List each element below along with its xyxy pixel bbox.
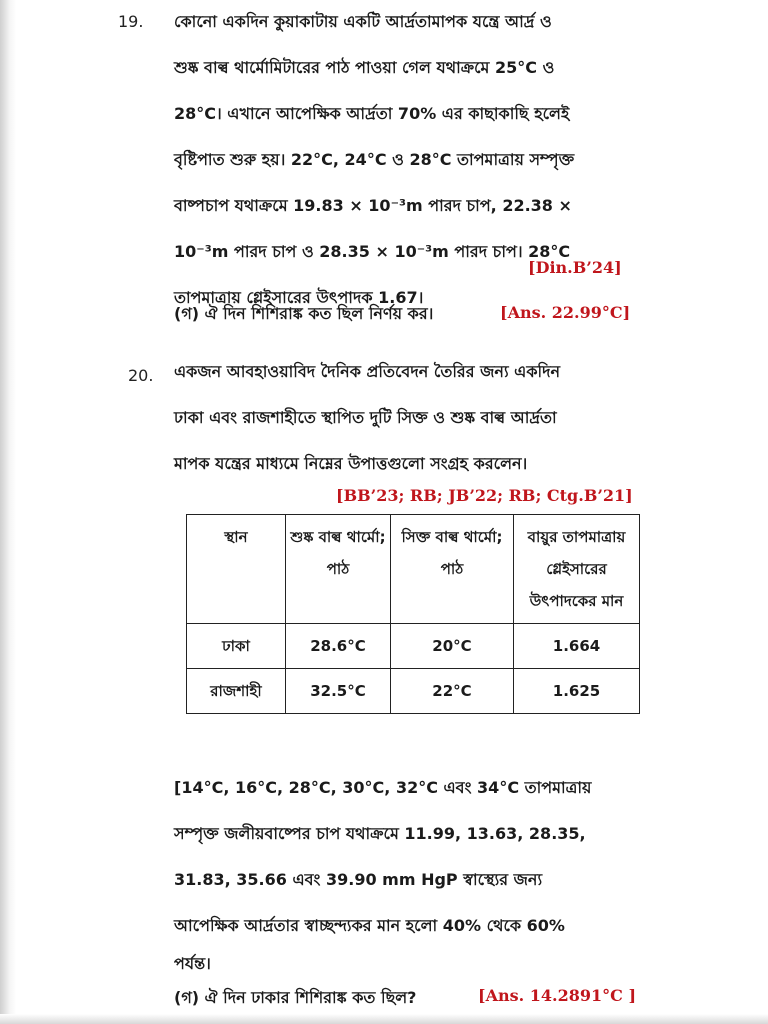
table-header-row — [187, 515, 640, 624]
q20-line-2: ঢাকা এবং রাজশাহীতে স্থাপিত দুটি সিক্ত ও শুষ্ক বাল্ব আর্দ্রতা — [174, 408, 557, 427]
table-row — [187, 624, 640, 669]
q19-answer: [Ans. 22.99°C] — [500, 303, 631, 322]
cell-wet-bulb: 20°C — [391, 624, 514, 669]
question-20-number: 20. — [128, 366, 154, 385]
cell-place: ঢাকা — [187, 624, 286, 669]
cell-dry-bulb: 32.5°C — [286, 669, 391, 714]
cell-dry-bulb: 28.6°C — [286, 624, 391, 669]
question-19-number: 19. — [118, 12, 144, 31]
q20-question: (গ) ঐ দিন ঢাকার শিশিরাঙ্ক কত ছিল? — [174, 988, 417, 1007]
cell-factor: 1.625 — [514, 669, 640, 714]
header-wet-bulb: সিক্ত বাল্ব থার্মো; পাঠ — [391, 515, 514, 624]
q20-after-line-5: পর্যন্ত। — [174, 954, 211, 973]
q20-after-line-1: [14°C, 16°C, 28°C, 30°C, 32°C এবং 34°C তাপমাত্রায় — [174, 778, 592, 797]
q19-question: (গ) ঐ দিন শিশিরাঙ্ক কত ছিল নির্ণয় কর। — [174, 304, 434, 323]
q20-board-reference: [BB’23; RB; JB’22; RB; Ctg.B’21] — [336, 486, 633, 505]
q20-line-3: মাপক যন্ত্রের মাধ্যমে নিম্নের উপাত্তগুলো সংগ্রহ করলেন। — [174, 454, 528, 473]
q19-line-2: শুষ্ক বাল্ব থার্মোমিটারের পাঠ পাওয়া গেল যথাক্রমে 25°C ও — [174, 58, 555, 77]
q20-after-line-2: সম্পৃক্ত জলীয়বাষ্পের চাপ যথাক্রমে 11.99, 13.63, 28.35, — [174, 824, 586, 843]
q19-line-6: 10⁻³m পারদ চাপ ও 28.35 × 10⁻³m পারদ চাপ। 28°C — [174, 242, 571, 261]
q19-board-reference: [Din.B’24] — [528, 258, 622, 277]
data-table — [186, 514, 640, 714]
q19-line-7: তাপমাত্রায় গ্লেইসারের উৎপাদক 1.67। — [174, 288, 424, 307]
q19-line-4: বৃষ্টিপাত শুরু হয়। 22°C, 24°C ও 28°C তাপমাত্রায় সম্পৃক্ত — [174, 150, 575, 169]
header-place: স্থান — [187, 515, 286, 624]
q19-line-1: কোনো একদিন কুয়াকাটায় একটি আর্দ্রতামাপক যন্ত্রে আর্দ্র ও — [174, 12, 552, 31]
q19-line-3: 28°C। এখানে আপেক্ষিক আর্দ্রতা 70% এর কাছাকাছি হলেই — [174, 104, 570, 123]
table-row — [187, 669, 640, 714]
cell-factor: 1.664 — [514, 624, 640, 669]
cell-place: রাজশাহী — [187, 669, 286, 714]
page-edge-shadow — [0, 0, 16, 1024]
q20-after-line-4: আপেক্ষিক আর্দ্রতার স্বাচ্ছন্দ্যকর মান হলো 40% থেকে 60% — [174, 916, 565, 935]
header-glaisher-factor: বায়ুর তাপমাত্রায় গ্লেইসারের উৎপাদকের মান — [514, 515, 640, 624]
header-dry-bulb: শুষ্ক বাল্ব থার্মো; পাঠ — [286, 515, 391, 624]
q20-after-line-3: 31.83, 35.66 এবং 39.90 mm HgP স্বাস্থ্যের জন্য — [174, 870, 543, 889]
q20-answer: [Ans. 14.2891°C ] — [478, 986, 637, 1005]
cell-wet-bulb: 22°C — [391, 669, 514, 714]
q19-line-5: বাষ্পচাপ যথাক্রমে 19.83 × 10⁻³m পারদ চাপ, 22.38 × — [174, 196, 572, 215]
q20-line-1: একজন আবহাওয়াবিদ দৈনিক প্রতিবেদন তৈরির জন্য একদিন — [174, 362, 561, 381]
